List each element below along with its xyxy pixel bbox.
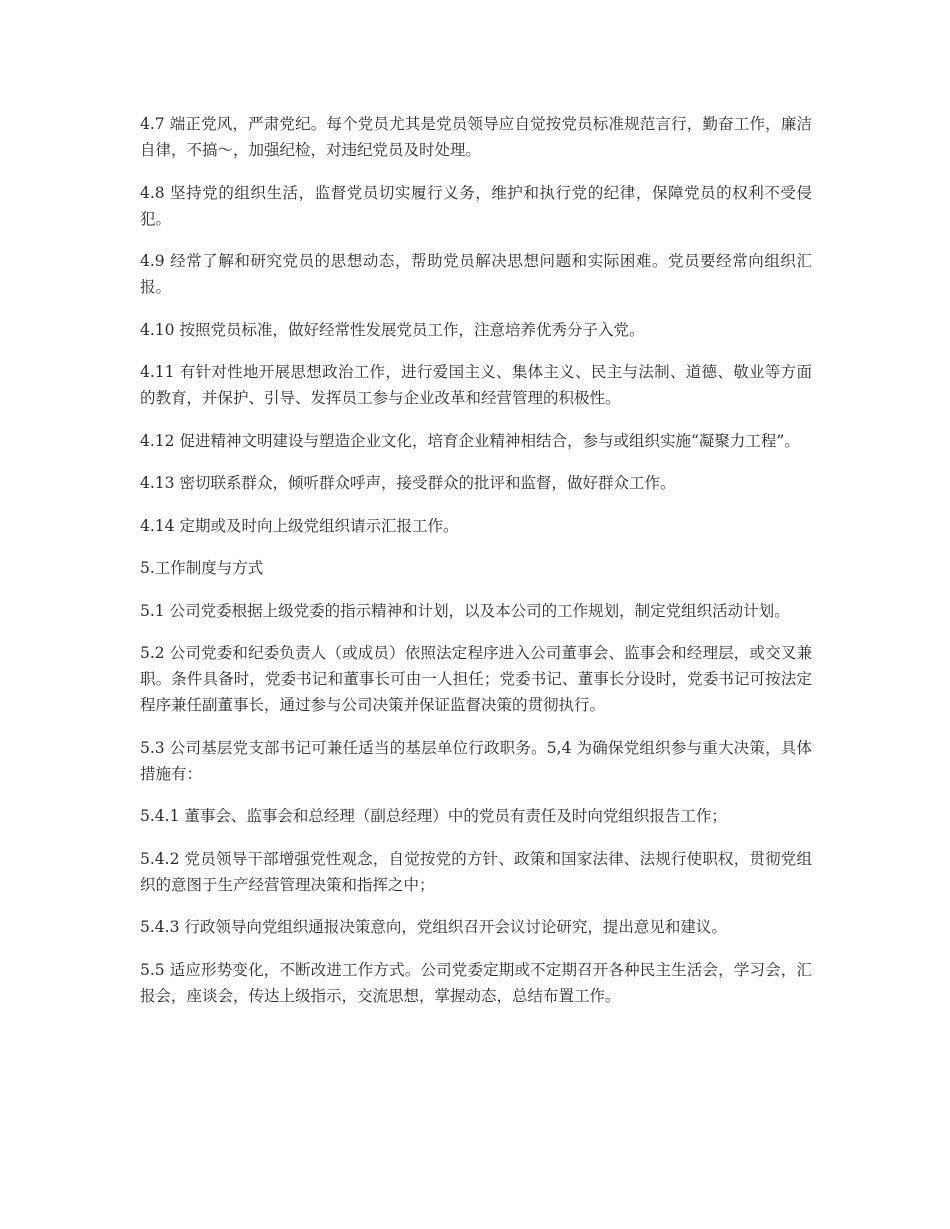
- paragraph-4-11: 4.11 有针对性地开展思想政治工作，进行爱国主义、集体主义、民主与法制、道德、敬业等方面的教育，并保护、引导、发挥员工参与企业改革和经营管理的积极性。: [140, 363, 812, 407]
- paragraph-4-7: 4.7 端正党风，严肃党纪。每个党员尤其是党员领导应自觉按党员标准规范言行，勤奋工作，廉洁自律，不搞～，加强纪检，对违纪党员及时处理。: [140, 115, 812, 159]
- paragraph-5-1: 5.1 公司党委根据上级党委的指示精神和计划，以及本公司的工作规划，制定党组织活动计划。: [140, 601, 790, 620]
- section-heading-5: 5.工作制度与方式: [140, 559, 264, 577]
- paragraph-4-10: 4.10 按照党员标准，做好经常性发展党员工作，注意培养优秀分子入党。: [140, 320, 645, 339]
- paragraph-4-8: 4.8 坚持党的组织生活，监督党员切实履行义务，维护和执行党的纪律，保障党员的权利不受侵犯。: [140, 183, 812, 228]
- paragraph-5-4-2: 5.4.2 党员领导干部增强党性观念，自觉按党的方针、政策和国家法律、法规行使职权，贯彻党组织的意图于生产经营管理决策和指挥之中；: [140, 849, 812, 894]
- paragraph-5-5: 5.5 适应形势变化，不断改进工作方式。公司党委定期或不定期召开各种民主生活会，学习会，汇报会，座谈会，传达上级指示，交流思想，掌握动态，总结布置工作。: [140, 960, 812, 1005]
- paragraph-5-4-3: 5.4.3 行政领导向党组织通报决策意向，党组织召开会议讨论研究，提出意见和建议。: [140, 918, 727, 936]
- paragraph-5-2: 5.2 公司党委和纪委负责人（或成员）依照法定程序进入公司董事会、监事会和经理层，或交叉兼职。条件具备时，党委书记和董事长可由一人担任；党委书记、董事长分设时，党委书记可按法定程序兼任副董事长，通过参与公司决策并保证监督决策的贯彻执行。: [140, 644, 812, 714]
- paragraph-4-13: 4.13 密切联系群众，倾听群众呼声，接受群众的批评和监督，做好群众工作。: [140, 474, 676, 492]
- paragraph-4-14: 4.14 定期或及时向上级党组织请示汇报工作。: [140, 516, 459, 535]
- document-page: [140, 111, 812, 1025]
- paragraph-4-12: 4.12 促进精神文明建设与塑造企业文化，培育企业精神相结合，参与或组织实施“凝聚力工程”。: [140, 431, 800, 450]
- paragraph-5-4-1: 5.4.1 董事会、监事会和总经理（副总经理）中的党员有责任及时向党组织报告工作；: [140, 807, 727, 825]
- paragraph-5-3: 5.3 公司基层党支部书记可兼任适当的基层单位行政职务。5,4 为确保党组织参与重大决策，具体措施有：: [140, 738, 812, 783]
- paragraph-4-9: 4.9 经常了解和研究党员的思想动态，帮助党员解决思想问题和实际困难。党员要经常向组织汇报。: [140, 252, 812, 296]
